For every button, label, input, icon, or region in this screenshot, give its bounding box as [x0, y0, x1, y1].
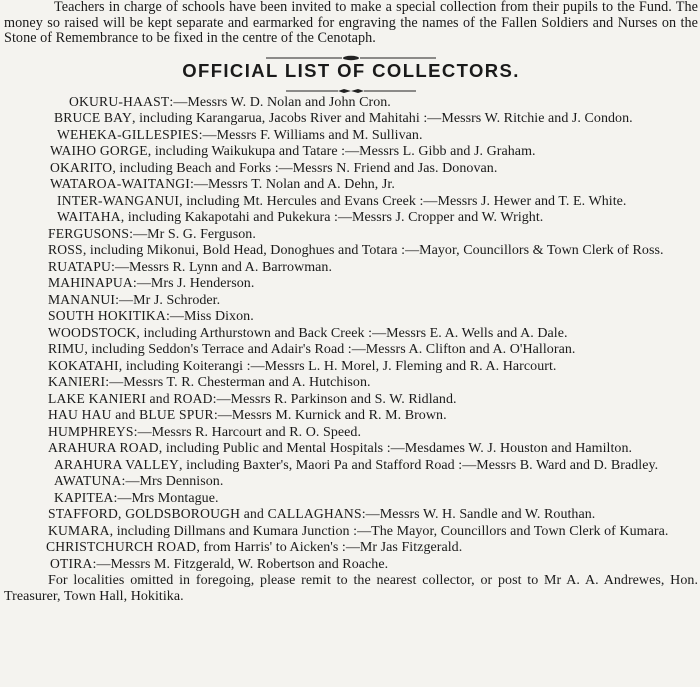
- collector-text: , including Karangarua, Jacobs River and Mahitahi :—Messrs W. Ritchie and J. Condon.: [131, 111, 633, 127]
- place-name: ARAHURA ROAD: [48, 440, 159, 456]
- list-item: [4, 292, 698, 309]
- place-name: SOUTH HOKITIKA: [48, 308, 166, 324]
- heading-divider: [4, 82, 698, 90]
- place-name: WATAROA-WAITANGI: [50, 176, 190, 192]
- collector-text: :—Messrs M. Fitzgerald, W. Robertson and Roache.: [92, 556, 389, 572]
- footer-note: [4, 572, 698, 604]
- collector-text: , including Arthurstown and Back Creek :—Messrs E. A. Wells and A. Dale.: [136, 325, 568, 341]
- place-name: KUMARA: [48, 522, 110, 538]
- list-item: [4, 160, 698, 177]
- place-name: OKARITO: [50, 159, 113, 175]
- collector-text: , including Mt. Hercules and Evans Creek :—Messrs J. Hewer and T. E. White.: [179, 193, 627, 209]
- place-name: OTIRA: [50, 555, 93, 571]
- list-item: [4, 490, 698, 507]
- list-item: [4, 110, 698, 127]
- place-name: ROSS: [48, 242, 83, 258]
- list-item: [4, 506, 698, 523]
- list-item: [4, 424, 698, 441]
- intro-paragraph: Teachers in charge of schools have been invited to make a special collection from their pupils to the Fund. The money so raised will be kept separate and earmarked for engraving the names of the Fallen Soldiers and Nurses on the Stone of Remembrance to be fixed in the centre of the Cenotaph.: [4, 0, 698, 47]
- place-name: STAFFORD, GOLDSBOROUGH and CALLAGHANS: [48, 506, 362, 522]
- collector-text: , including Beach and Forks :—Messrs N. Friend and Jas. Donovan.: [112, 160, 498, 176]
- collector-text: :—Messrs F. Williams and M. Sullivan.: [198, 127, 423, 143]
- place-name: INTER-WANGANUI: [57, 192, 180, 208]
- place-name: LAKE KANIERI and ROAD: [48, 390, 213, 406]
- place-name: HUMPHREYS: [48, 423, 134, 439]
- collector-text: , including Dillmans and Kumara Junction :—The Mayor, Councillors and Town Clerk of Kumara.: [109, 523, 669, 539]
- place-name: MANANUI: [48, 291, 116, 307]
- collectors-list: [4, 94, 698, 605]
- list-item: [4, 242, 698, 259]
- collector-text: :—Messrs R. Harcourt and R. O. Speed.: [133, 424, 362, 440]
- place-name: WOODSTOCK: [48, 324, 137, 340]
- list-item: [4, 259, 698, 276]
- list-item: [4, 176, 698, 193]
- list-item: [4, 275, 698, 292]
- list-item: [4, 358, 698, 375]
- list-item: [4, 341, 698, 358]
- collector-text: :—Messrs T. Nolan and A. Dehn, Jr.: [189, 177, 395, 193]
- place-name: HAU HAU and BLUE SPUR: [48, 407, 214, 423]
- place-name: CHRISTCHURCH ROAD: [46, 539, 197, 555]
- collector-text: :—Mr J. Schroder.: [115, 292, 221, 308]
- collector-text: :—Messrs W. D. Nolan and John Cron.: [169, 94, 391, 110]
- place-name: WAIHO GORGE: [50, 143, 148, 159]
- place-name: AWATUNA: [54, 473, 122, 489]
- place-name: BRUCE BAY: [54, 110, 132, 126]
- collector-text: :—Messrs W. H. Sandle and W. Routhan.: [361, 507, 596, 523]
- collector-text: :—Messrs M. Kurnick and R. M. Brown.: [213, 408, 447, 424]
- collector-text: , including Kakapotahi and Pukekura :—Messrs J. Cropper and W. Wright.: [120, 210, 544, 226]
- list-item: [4, 127, 698, 144]
- place-name: WEHEKA-GILLESPIES: [57, 126, 199, 142]
- list-item: [4, 325, 698, 342]
- place-name: RIMU: [48, 341, 85, 357]
- list-item: [4, 374, 698, 391]
- place-name: WAITAHA: [57, 209, 121, 225]
- place-name: KAPITEA: [54, 489, 114, 505]
- list-item: [4, 209, 698, 226]
- list-item: [4, 193, 698, 210]
- collector-text: , including Seddon's Terrace and Adair's Road :—Messrs A. Clifton and A. O'Halloran.: [84, 342, 576, 358]
- collector-text: , including Koiterangi :—Messrs L. H. Morel, J. Fleming and R. A. Harcourt.: [118, 358, 557, 374]
- list-item: [4, 440, 698, 457]
- list-item: [4, 143, 698, 160]
- place-name: MAHINAPUA: [48, 275, 133, 291]
- collector-text: :—Mr S. G. Ferguson.: [129, 226, 256, 242]
- top-divider: [4, 48, 698, 54]
- place-name: RUATAPU: [48, 258, 112, 274]
- collector-text: For localities omitted in foregoing, please remit to the nearest collector, or post to Mr A. A. Andrewes, Hon. Treasurer, Town Hall, Hokitika.: [4, 573, 698, 604]
- collector-text: :—Messrs T. R. Chesterman and A. Hutchison.: [105, 375, 371, 391]
- collector-text: :—Mrs Montague.: [113, 490, 219, 506]
- collector-text: :—Messrs R. Lynn and A. Barrowman.: [111, 259, 333, 275]
- list-item: [4, 407, 698, 424]
- list-item: [4, 391, 698, 408]
- collector-text: :—Miss Dixon.: [165, 309, 254, 325]
- place-name: KOKATAHI: [48, 357, 119, 373]
- collector-text: , including Mikonui, Bold Head, Donoghues and Totara :—Mayor, Councillors & Town Clerk of Ross.: [82, 243, 664, 259]
- place-name: ARAHURA VALLEY: [54, 456, 180, 472]
- list-item: [4, 457, 698, 474]
- collector-text: :—Mrs Dennison.: [121, 474, 224, 490]
- page-title: OFFICIAL LIST OF COLLECTORS.: [182, 59, 520, 81]
- list-item: [4, 226, 698, 243]
- collector-text: , including Public and Mental Hospitals :—Mesdames W. J. Houston and Hamilton.: [158, 441, 633, 457]
- place-name: FERGUSONS: [48, 225, 130, 241]
- place-name: OKURU-HAAST: [69, 93, 170, 109]
- collector-text: , including Waikukupa and Tatare :—Messrs L. Gibb and J. Graham.: [147, 144, 536, 160]
- collector-text: , from Harris' to Aicken's :—Mr Jas Fitzgerald.: [196, 540, 463, 556]
- list-item: [4, 523, 698, 540]
- list-item: [4, 94, 698, 111]
- collector-text: :—Messrs R. Parkinson and S. W. Ridland.: [212, 391, 457, 407]
- list-item: [4, 473, 698, 490]
- list-item: [4, 539, 698, 556]
- place-name: KANIERI: [48, 374, 106, 390]
- collector-text: :—Mrs J. Henderson.: [132, 276, 255, 292]
- list-item: [4, 308, 698, 325]
- list-item: [4, 556, 698, 573]
- collector-text: , including Baxter's, Maori Pa and Stafford Road :—Messrs B. Ward and D. Bradley.: [179, 457, 659, 473]
